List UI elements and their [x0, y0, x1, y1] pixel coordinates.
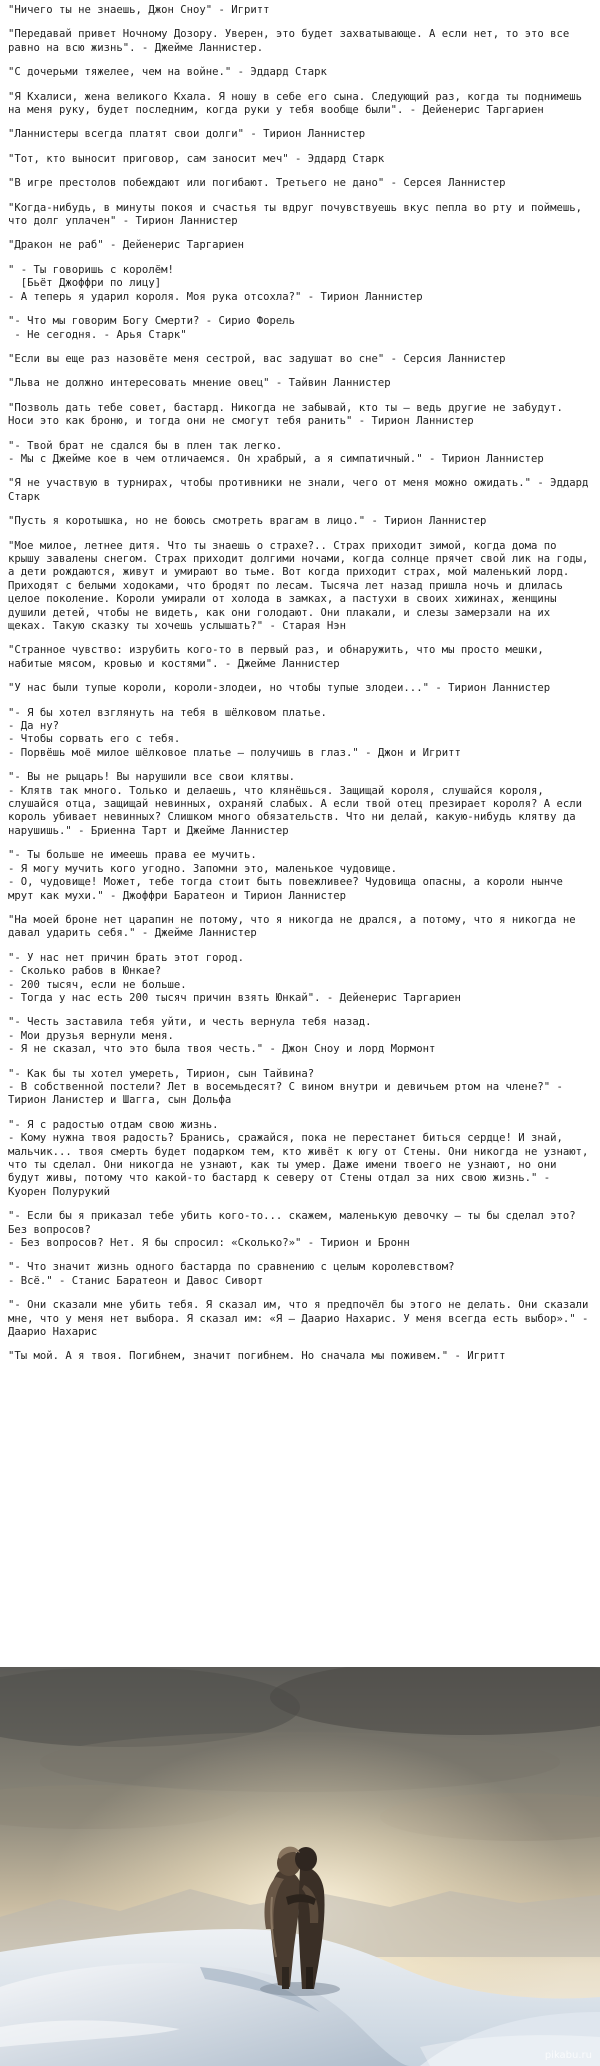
quote-paragraph: "С дочерьми тяжелее, чем на войне." - Эддард Старк — [8, 66, 327, 79]
quote-paragraph: "- Честь заставила тебя уйти, и честь вернула тебя назад. - Мои друзья вернули меня. - Я не сказал, что это была твоя честь." - Джон Сноу и лорд Мормонт — [8, 1016, 436, 1056]
snowy-couple-image — [0, 1667, 600, 2066]
quote-paragraph: "Когда-нибудь, в минуты покоя и счастья ты вдруг почувствуешь вкус пепла во рту и поймешь, что долг уплачен" - Тирион Ланнистер — [8, 201, 589, 228]
quote-paragraph: "Я не участвую в турнирах, чтобы противники не знали, чего от меня можно ожидать." - Эддард Старк — [8, 477, 595, 503]
photo-snowy-couple — [0, 1667, 600, 2066]
quote-paragraph: "Я Кхалиси, жена великого Кхала. Я ношу в себе его сына. Следующий раз, когда ты поднимешь на меня руку, будет последним, когда руки у тебя вообще были". - Дейенерис Таргариен — [8, 90, 589, 117]
quote-paragraph: "- Что мы говорим Богу Смерти? - Сирио Форель - Не сегодня. - Арья Старк" — [8, 315, 296, 341]
quote-paragraph: "Ланнистеры всегда платят свои долги" - Тирион Ланнистер — [8, 128, 366, 141]
quote-paragraph: "- Что значит жизнь одного бастарда по сравнению с целым королевством? - Всё." - Станис Баратеон и Давос Сиворт — [8, 1261, 455, 1287]
quote-paragraph: "- Как бы ты хотел умереть, Тирион, сын Тайвина? - В собственной постели? Лет в восемьдесят? С вином внутри и девичьем ртом на члене?" - Тирион Ланистер и Шагга, сын Дольфа — [8, 1067, 563, 1107]
quote-paragraph: "Льва не должно интересовать мнение овец" - Тайвин Ланнистер — [8, 377, 391, 390]
quote-paragraph: "Ничего ты не знаешь, Джон Сноу" - Игритт — [8, 4, 270, 16]
quote-paragraph: "Пусть я коротышка, но не боюсь смотреть врагам в лицо." - Тирион Ланнистер — [8, 515, 487, 528]
quote-paragraph: "В игре престолов побеждают или погибают. Третьего не дано" - Серсея Ланнистер — [8, 177, 506, 190]
quote-paragraph: "Тот, кто выносит приговор, сам заносит меч" - Эддард Старк — [8, 152, 385, 165]
quote-paragraph: "- Ты больше не имеешь права ее мучить. - Я могу мучить кого угодно. Запомни это, маленькое чудовище. - О, чудовище! Может, тебе тогда стоит быть повежливее? Чудовища опасны, а короли нынче мрут как мухи." - Джоффри Баратеон и Тирион Ланнистер — [8, 849, 563, 902]
quote-paragraph: " - Ты говоришь с королём! [Бьёт Джоффри по лицу] - А теперь я ударил короля. Моя рука отсохла?" - Тирион Ланнистер — [8, 263, 423, 303]
quote-paragraph: "Позволь дать тебе совет, бастард. Никогда не забывай, кто ты – ведь другие не забудут. Носи это как броню, и тогда они не смогут тебя ранить" - Тирион Ланнистер — [8, 401, 570, 428]
quote-paragraph: "Если вы еще раз назовёте меня сестрой, вас задушат во сне" - Серсия Ланнистер — [8, 352, 506, 365]
quote-paragraph: "Ты мой. А я твоя. Погибнем, значит погибнем. Но сначала мы поживем." - Игритт — [8, 1350, 506, 1363]
quote-paragraph: "Странное чувство: изрубить кого-то в первый раз, и обнаружить, что мы просто мешки, набитые мясом, кровью и костями". - Джейме Ланнистер — [8, 644, 551, 670]
quote-paragraph: "Дракон не раб" - Дейенерис Таргариен — [8, 239, 244, 252]
watermark-text: pikabu.ru — [544, 2050, 592, 2061]
quote-paragraph: "- Они сказали мне убить тебя. Я сказал им, что я предпочёл бы этого не делать. Они сказали мне, что у меня нет выбора. Я сказал им: «Я – Даарио Нахарис. У меня всегда есть выбор»." - Даарио Нахарис — [8, 1299, 595, 1339]
quote-paragraph: "- Я с радостью отдам свою жизнь. - Кому нужна твоя радость? Бранись, сражайся, пока не перестанет биться сердце! И знай, мальчик... твоя смерть будет подарком тем, кто живёт к югу от Стены. Они никогда не узнают, что ты сделал. Они никогда не узнают, как ты умер. Даже имени твоего не узнают, но они будут живы, потому что какой-то бастард к северу от Стены отдал за них свою жизнь." - Куорен Полурукий — [8, 1118, 589, 1198]
quote-paragraph: "Мое милое, летнее дитя. Что ты знаешь о страхе?.. Страх приходит зимой, когда дома по крышу завалены снегом. Страх приходит долгими ночами, когда солнце прячет свой лик на годы, а дети рождаются, живут и умирают во тьме. Вот когда приходит страх, мой маленький лорд. Приходят с белыми ходоками, что бродят по лесам. Тысяча лет назад пришла ночь и длилась целое поколение. Короли умирали от холода в замках, а пастухи в своих хижинах, женщины душили детей, чтобы не видеть, как они голодают. Они плакали, и слезы замерзали на их щеках. Такую сказку ты хочешь услышать?" - Старая Нэн — [8, 539, 595, 632]
quote-paragraph: "На моей броне нет царапин не потому, что я никогда не дрался, а потому, что я никогда не давал ударить себя." - Джейме Ланнистер — [8, 913, 583, 940]
quote-paragraph: "- Я бы хотел взглянуть на тебя в шёлковом платье. - Да ну? - Чтобы сорвать его с тебя. - Порвёшь моё милое шёлковое платье – получишь в глаз." - Джон и Игритт — [8, 706, 461, 759]
quote-paragraph: "Передавай привет Ночному Дозору. Уверен, это будет захватывающе. А если нет, то это все равно на всю жизнь". - Джейме Ланнистер. — [8, 28, 576, 54]
quote-paragraph: "- Твой брат не сдался бы в плен так легко. - Мы с Джейме кое в чем отличаемся. Он храбрый, а я симпатичный." - Тирион Ланнистер — [8, 439, 544, 465]
quote-paragraph: "- У нас нет причин брать этот город. - Сколько рабов в Юнкае? - 200 тысяч, если не больше. - Тогда у нас есть 200 тысяч причин взять Юнкай". - Дейенерис Таргариен — [8, 951, 461, 1004]
quote-paragraph: "- Вы не рыцарь! Вы нарушили все свои клятвы. - Клятв так много. Только и делаешь, что клянёшься. Защищай короля, слушайся короля, слушайся отца, защищай невинных, охраняй слабых. А если твой отец презирает короля? А если король убивает невинных? Слишком много обязательств. Что ни делай, какую-нибудь клятву да нарушишь." - Бриенна Тарт и Джейме Ланнистер — [8, 771, 583, 837]
quote-paragraph: "У нас были тупые короли, короли-злодеи, но чтобы тупые злодеи..." - Тирион Ланнистер — [8, 682, 551, 695]
quote-paragraph: "- Если бы я приказал тебе убить кого-то... скажем, маленькую девочку – ты бы сделал это? Без вопросов? - Без вопросов? Нет. Я бы спросил: «Сколько?»" - Тирион и Бронн — [8, 1210, 576, 1250]
quotes-list — [8, 4, 595, 1375]
